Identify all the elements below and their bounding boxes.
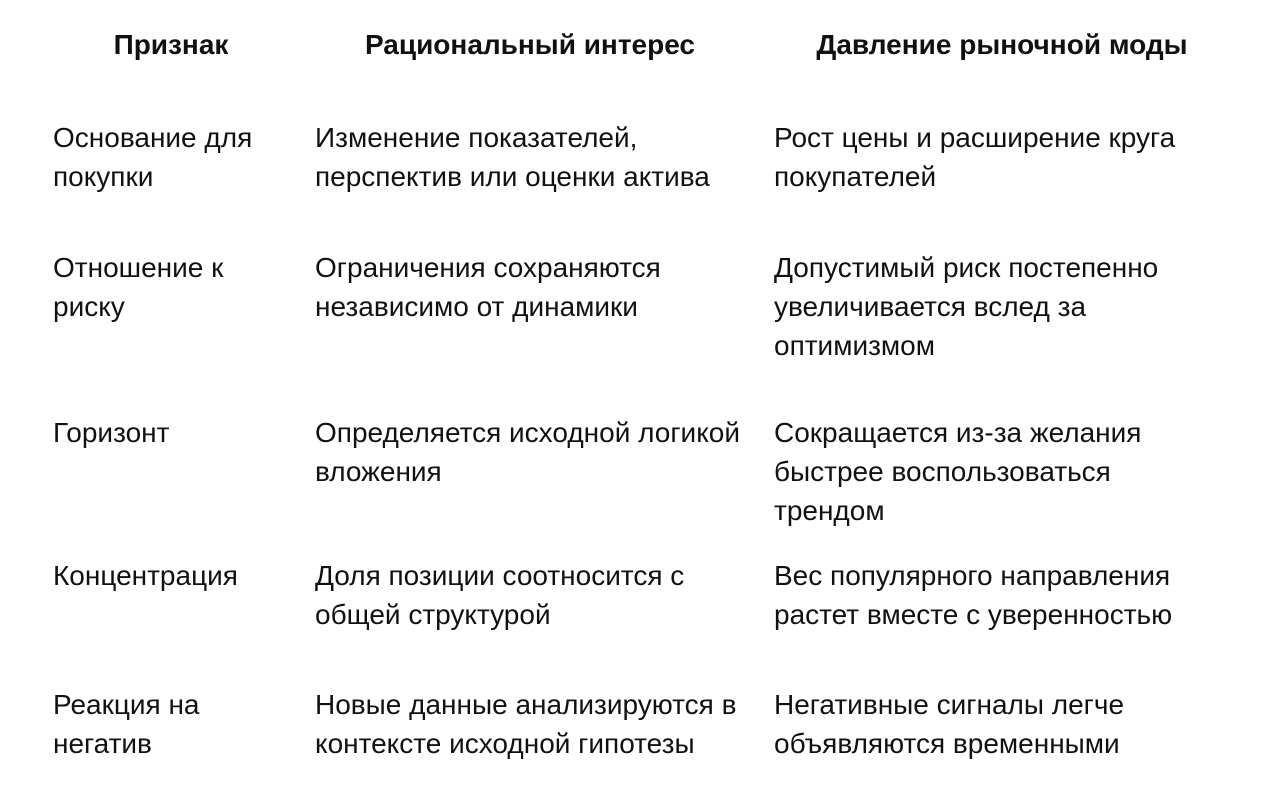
table-cell: Новые данные анализируются в контексте исходной гипотезы <box>315 689 737 759</box>
table-header-row <box>0 25 1278 65</box>
column-header-feature: Признак <box>113 29 229 60</box>
table-cell: Сокращается из-за желания быстрее воспользоваться трендом <box>774 417 1142 526</box>
table-cell: Допустимый риск постепенно увеличивается вслед за оптимизмом <box>774 252 1159 361</box>
table-cell: Вес популярного направления растет вместе с уверенностью <box>774 560 1173 630</box>
table-cell: Негативные сигналы легче объявляются временными <box>774 689 1125 759</box>
table-cell: Ограничения сохраняются независимо от динамики <box>315 252 661 322</box>
column-header-market-fashion: Давление рыночной моды <box>816 29 1188 60</box>
table-cell: Определяется исходной логикой вложения <box>315 417 740 487</box>
row-label: Горизонт <box>53 417 170 448</box>
row-label: Концентрация <box>53 560 238 591</box>
table-cell: Изменение показателей, перспектив или оценки актива <box>315 122 710 192</box>
column-header-rational-interest: Рациональный интерес <box>365 29 695 60</box>
table-cell: Рост цены и расширение круга покупателей <box>774 122 1176 192</box>
row-label: Реакция на негатив <box>53 689 200 759</box>
row-label: Основание для покупки <box>53 122 253 192</box>
table-cell: Доля позиции соотносится с общей структурой <box>315 560 685 630</box>
row-label: Отношение к риску <box>53 252 224 322</box>
